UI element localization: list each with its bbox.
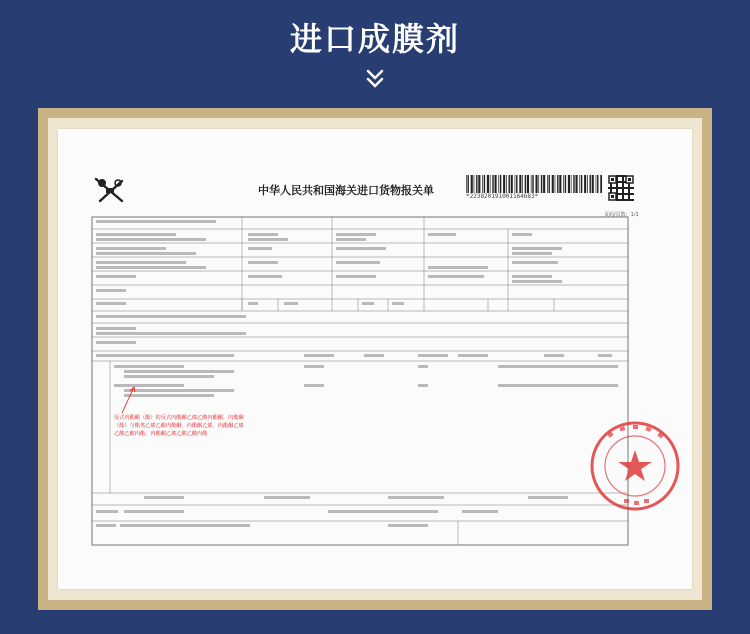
frame-mat <box>48 118 702 600</box>
customs-declaration-document <box>58 129 692 589</box>
document-frame <box>38 108 712 610</box>
declaration-form-grid <box>58 129 692 589</box>
customs-stamp-icon <box>588 419 682 513</box>
red-annotation-note: 反式内酯酮（酯）的反式内酯酮乙烯乙酸内酯酮，内酯酮（酯）与酯类乙烯乙酸内酯酮，内酯酮乙烯，内酯酮乙烯乙酸乙酸内酯，内酯酮乙烯乙酸乙酸内酯 <box>114 415 244 437</box>
page-title: 进口成膜剂 <box>289 20 460 58</box>
page-info: 页码/页数：1/1 <box>604 212 639 218</box>
document-title: 中华人民共和国海关进口货物报关单 <box>258 184 434 197</box>
double-chevron-down-icon <box>365 68 385 90</box>
barcode-number: *223820191001164683* <box>466 193 539 200</box>
